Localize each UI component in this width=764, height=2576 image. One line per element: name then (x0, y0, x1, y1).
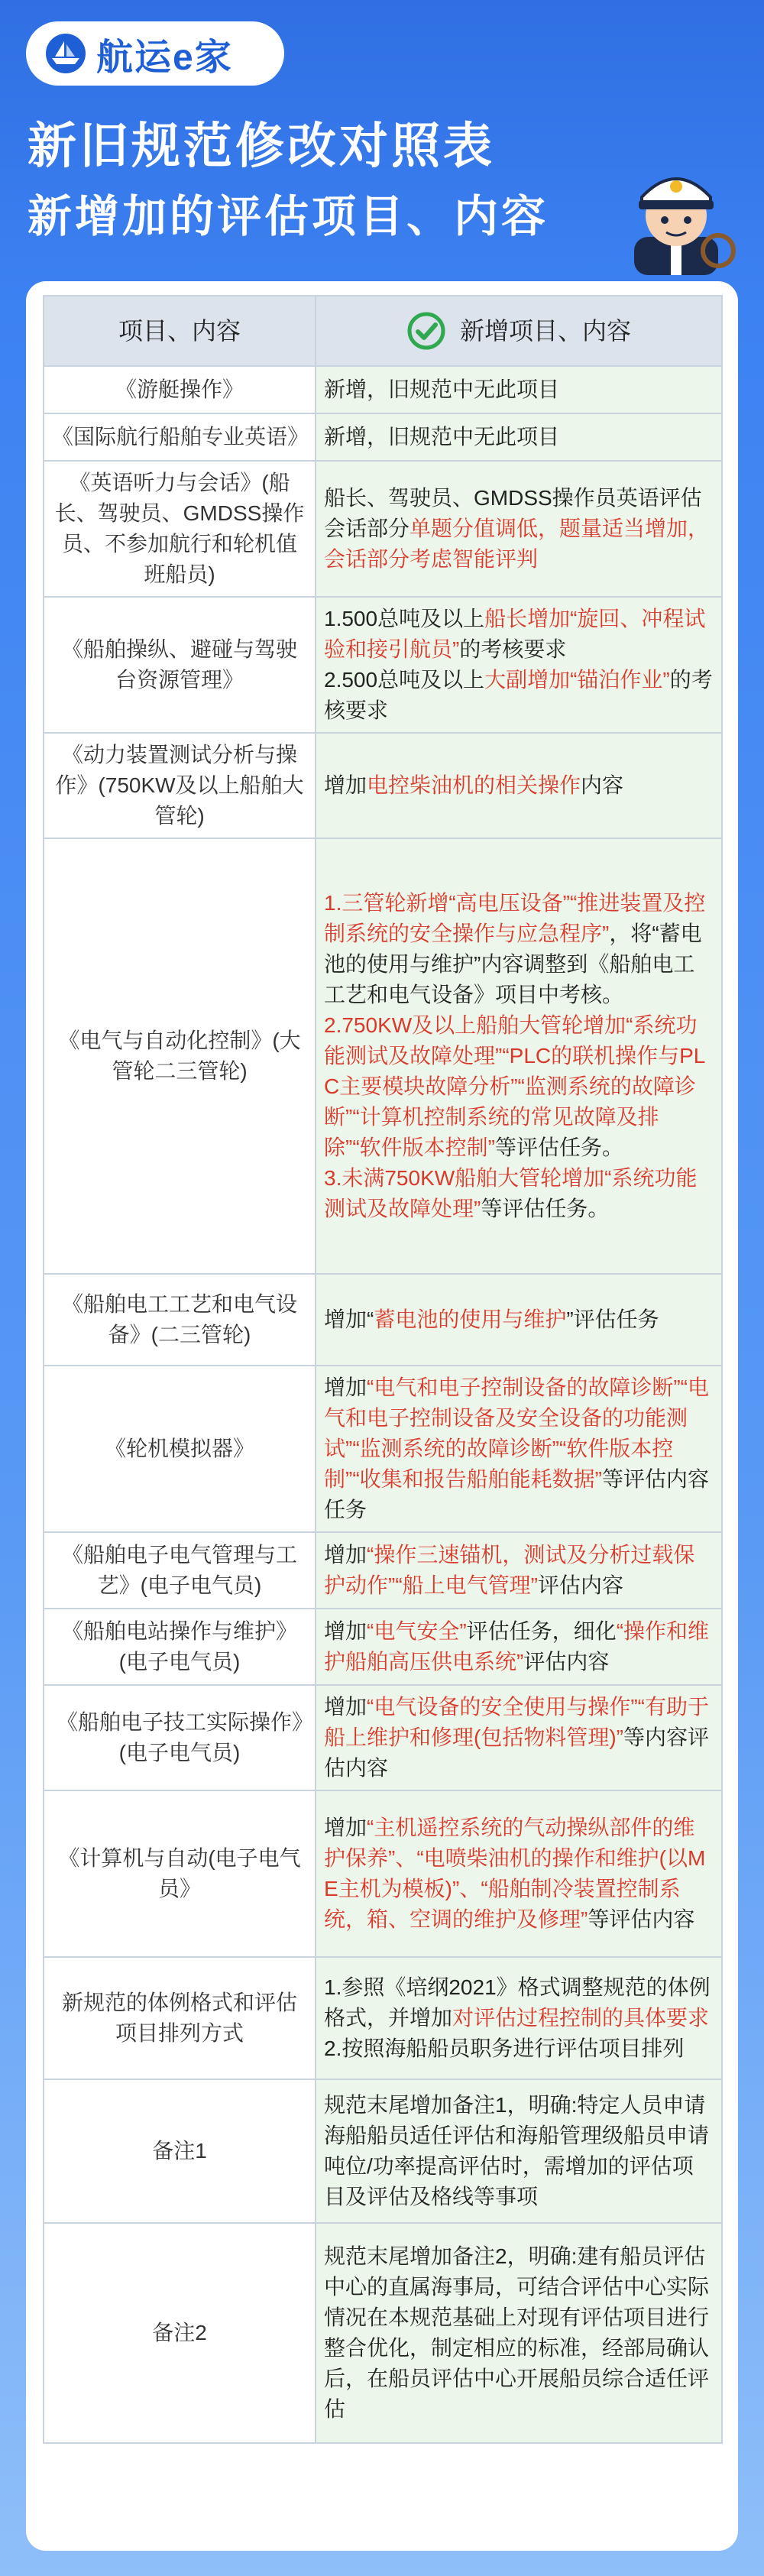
content-text: 1.参照《培纲2021》格式调整规范的体例格式，并增加 (324, 1975, 711, 2030)
table-row (44, 733, 722, 838)
content-text: 1.500总吨及以上 (324, 607, 485, 630)
table-row (44, 1366, 722, 1532)
check-circle-icon (406, 311, 446, 351)
content-text: 等评估任务。 (481, 1197, 610, 1220)
highlight-text: 单题分值调低，题量适当增加，会话部分考虑智能评判 (324, 517, 710, 571)
item-name-cell: 《船舶电站操作与维护》(电子电气员) (44, 1609, 316, 1685)
item-name-cell: 《英语听力与会话》(船长、驾驶员、GMDSS操作员、不参加航行和轮机值班船员) (44, 461, 316, 597)
highlight-text: 3.未满750KW船舶大管轮增加“系统功能测试及故障处理” (324, 1166, 698, 1220)
content-text: 等评估任务。 (494, 1136, 623, 1159)
content-text: 新增，旧规范中无此项目 (324, 425, 560, 449)
table-header-row (44, 296, 722, 366)
content-line (324, 483, 714, 575)
content-text: 评估内容 (537, 1573, 623, 1597)
page-subtitle: 新增加的评估项目、内容 (28, 192, 549, 241)
content-text: 评估任务，细化 (466, 1619, 617, 1643)
content-text: 等评估内容任务 (324, 1467, 709, 1521)
item-name-cell: 《船舶操纵、避碰与驾驶台资源管理》 (44, 597, 316, 733)
content-line (324, 1972, 714, 2033)
content-line (324, 1813, 714, 1935)
highlight-text: “操作和维护船舶高压供电系统” (324, 1619, 710, 1674)
content-line (324, 1372, 714, 1525)
new-content-cell (316, 2079, 722, 2223)
content-text: 规范末尾增加备注1，明确:特定人员申请海船船员适任评估和海船管理级船员申请吨位/功率提高评估时，需增加的评估项目及评估及格线等事项 (324, 2093, 710, 2208)
new-content-cell (316, 2223, 722, 2443)
content-text: ”评估任务 (566, 1307, 659, 1331)
captain-mascot-icon (604, 153, 749, 275)
item-name-cell: 新规范的体例格式和评估项目排列方式 (44, 1957, 316, 2079)
highlight-text: 1.三管轮新增“高电压设备”“推进装置及控制系统的安全操作与应急程序” (324, 891, 706, 945)
content-text: 增加 (324, 1816, 367, 1839)
col2-header (316, 296, 722, 366)
item-name-cell: 《船舶电子电气管理与工艺》(电子电气员) (44, 1532, 316, 1609)
content-line (324, 1616, 714, 1677)
new-content-cell (316, 413, 722, 461)
new-content-cell (316, 838, 722, 1274)
content-text: 评估内容 (523, 1650, 610, 1674)
table-row (44, 366, 722, 413)
highlight-text: “电气设备的安全使用与操作”“有助于船上维护和修理(包括物料管理)” (324, 1695, 709, 1749)
content-text: 等内容评估内容 (324, 1725, 709, 1780)
highlight-text: 蓄电池的使用与维护 (374, 1307, 567, 1331)
content-text: 增加“ (324, 1307, 374, 1331)
highlight-text: “电气和电子控制设备的故障诊断”“电气和电子控制设备及安全设备的功能测试”“监测系统的故障诊断”“软件版本控制”“收集和报告船舶能耗数据” (324, 1375, 709, 1491)
new-content-cell (316, 1685, 722, 1790)
new-content-cell (316, 366, 722, 413)
item-name-cell: 《国际航行船舶专业英语》 (44, 413, 316, 461)
content-text: 2.按照海船船员职务进行评估项目排列 (324, 2036, 685, 2060)
item-name-cell: 《船舶电子技工实际操作》(电子电气员) (44, 1685, 316, 1790)
content-line (324, 770, 714, 801)
table-row (44, 1532, 722, 1609)
content-line (324, 374, 714, 405)
content-text: 船长、驾驶员、GMDSS操作员英语评估会话部分 (324, 486, 702, 540)
ship-logo-icon (43, 32, 89, 75)
content-line (324, 422, 714, 452)
highlight-text: 电控柴油机的相关操作 (367, 773, 581, 797)
new-content-cell (316, 1609, 722, 1685)
content-text: 新增，旧规范中无此项目 (324, 377, 560, 401)
highlight-text: 大副增加“锚泊作业” (484, 668, 670, 692)
highlight-text: “主机遥控系统的气动操纵部件的维护保养”、“电喷柴油机的操作和维护(以ME主机为模板)”、“船舶制冷装置控制系统，箱、空调的维护及修理” (324, 1816, 706, 1931)
highlight-text: “电气安全” (367, 1619, 467, 1643)
new-content-cell (316, 1532, 722, 1609)
content-text: 的考核要求 (324, 668, 713, 722)
content-text: 增加 (324, 1543, 367, 1567)
content-line (324, 2033, 714, 2064)
table-row (44, 597, 722, 733)
item-name-cell: 备注2 (44, 2223, 316, 2443)
comparison-card (26, 281, 738, 2551)
content-text: 增加 (324, 1695, 367, 1719)
highlight-text: 2.750KW及以上船舶大管轮增加“系统功能测试及故障处理”“PLC的联机操作与PLC主要模块故障分析”“监测系统的故障诊断”“计算机控制系统的常见故障及排除”“软件版本控制” (324, 1013, 706, 1159)
item-name-cell: 《动力装置测试分析与操作》(750KW及以上船舶大管轮) (44, 733, 316, 838)
table-row (44, 1274, 722, 1366)
content-text: 规范末尾增加备注2，明确:建有船员评估中心的直属海事局，可结合评估中心实际情况在本规范基础上对现有评估项目进行整合优化，制定相应的标准，经部局确认后，在船员评估中心开展船员综合适任评估 (324, 2244, 710, 2421)
new-content-cell (316, 1274, 722, 1366)
table-row (44, 2079, 722, 2223)
content-text: 增加 (324, 773, 367, 797)
item-name-cell: 《船舶电工工艺和电气设备》(二三管轮) (44, 1274, 316, 1366)
content-line (324, 888, 714, 1010)
content-line (324, 604, 714, 665)
table-row (44, 838, 722, 1274)
table-row (44, 1790, 722, 1957)
content-line (324, 1304, 714, 1335)
highlight-text: 船长增加“旋回、冲程试验和接引航员” (324, 607, 706, 661)
col2-header-label: 新增项目、内容 (459, 317, 631, 345)
content-text: 等评估内容 (588, 1907, 695, 1931)
comparison-table (43, 295, 723, 2444)
highlight-text: 对评估过程控制的具体要求 (452, 2006, 710, 2030)
item-name-cell: 《轮机模拟器》 (44, 1366, 316, 1532)
content-text: ，将“蓄电池的使用与维护”内容调整到《船舶电工工艺和电气设备》项目中考核。 (324, 922, 702, 1006)
content-line (324, 2090, 714, 2212)
new-content-cell (316, 1957, 722, 2079)
new-content-cell (316, 1366, 722, 1532)
table-row (44, 1685, 722, 1790)
table-row (44, 461, 722, 597)
content-text: 增加 (324, 1619, 367, 1643)
content-line (324, 665, 714, 726)
col1-header: 项目、内容 (44, 296, 316, 366)
page-title: 新旧规范修改对照表 (28, 118, 495, 173)
item-name-cell: 《计算机与自动(电子电气员》 (44, 1790, 316, 1957)
content-line (324, 2241, 714, 2425)
brand-logo (26, 21, 284, 86)
content-line (324, 1010, 714, 1163)
table-row (44, 1609, 722, 1685)
content-line (324, 1540, 714, 1601)
item-name-cell: 《电气与自动化控制》(大管轮二三管轮) (44, 838, 316, 1274)
new-content-cell (316, 1790, 722, 1957)
item-name-cell: 《游艇操作》 (44, 366, 316, 413)
highlight-text: “操作三速锚机，测试及分析过载保护动作”“船上电气管理” (324, 1543, 695, 1597)
new-content-cell (316, 597, 722, 733)
item-name-cell: 备注1 (44, 2079, 316, 2223)
content-text: 增加 (324, 1375, 367, 1399)
table-row (44, 1957, 722, 2079)
new-content-cell (316, 461, 722, 597)
content-line (324, 1692, 714, 1784)
new-content-cell (316, 733, 722, 838)
brand-name: 航运e家 (96, 37, 233, 78)
content-line (324, 1163, 714, 1224)
content-text: 的考核要求 (459, 637, 567, 661)
table-row (44, 2223, 722, 2443)
table-row (44, 413, 722, 461)
content-text: 内容 (581, 773, 624, 797)
content-text: 2.500总吨及以上 (324, 668, 485, 692)
